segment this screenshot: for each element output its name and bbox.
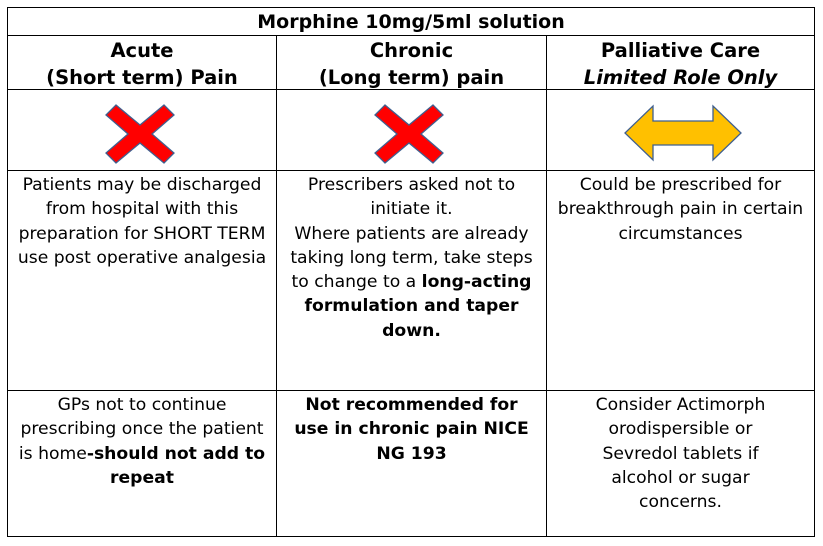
red-cross-icon (104, 103, 176, 165)
row-divider (8, 390, 814, 391)
header-chronic (277, 36, 546, 89)
header-acute-line2: (Short term) Pain (46, 66, 238, 89)
table-title: Morphine 10mg/5ml solution (257, 11, 565, 33)
chronic-row1-bold: long-acting formulation and taper down. (304, 272, 532, 341)
acute-row2-bold: -should not add to repeat (86, 443, 266, 488)
acute-row1-text: Patients may be discharged from hospital with this preparation for SHORT TERM use post operative analgesia (17, 175, 267, 268)
chronic-row1-line-a: Prescribers asked not to initiate it. (307, 175, 516, 220)
header-palliative-line2: Limited Role Only (583, 66, 778, 89)
header-chronic-line1: Chronic (369, 39, 454, 62)
palliative-row1-text: Could be prescribed for breakthrough pain in certain circumstances (557, 175, 804, 244)
icon-row-divider (8, 170, 814, 171)
chronic-row1-line-b (285, 222, 538, 343)
acute-row2-plain: GPs not to continue prescribing once the patient is home (18, 395, 264, 464)
acute-row2-text (8, 393, 276, 537)
header-palliative (547, 36, 814, 89)
header-palliative-line1: Palliative Care (600, 39, 761, 62)
header-divider (8, 89, 814, 90)
header-acute (8, 36, 276, 89)
double-arrow-icon (623, 103, 743, 163)
chronic-row1-text (277, 173, 546, 390)
morphine-guidance-table (7, 7, 815, 537)
chronic-row1-plain: Where patients are already taking long term, take steps to change to a (290, 223, 533, 293)
header-chronic-line2: (Long term) pain (318, 66, 505, 89)
chronic-row2-text: Not recommended for use in chronic pain NICE NG 193 (294, 395, 529, 464)
palliative-row2-text: Consider Actimorph orodispersible or Sevredol tablets if alcohol or sugar concerns. (595, 395, 766, 513)
header-acute-line1: Acute (110, 39, 174, 62)
red-cross-icon (373, 103, 445, 165)
